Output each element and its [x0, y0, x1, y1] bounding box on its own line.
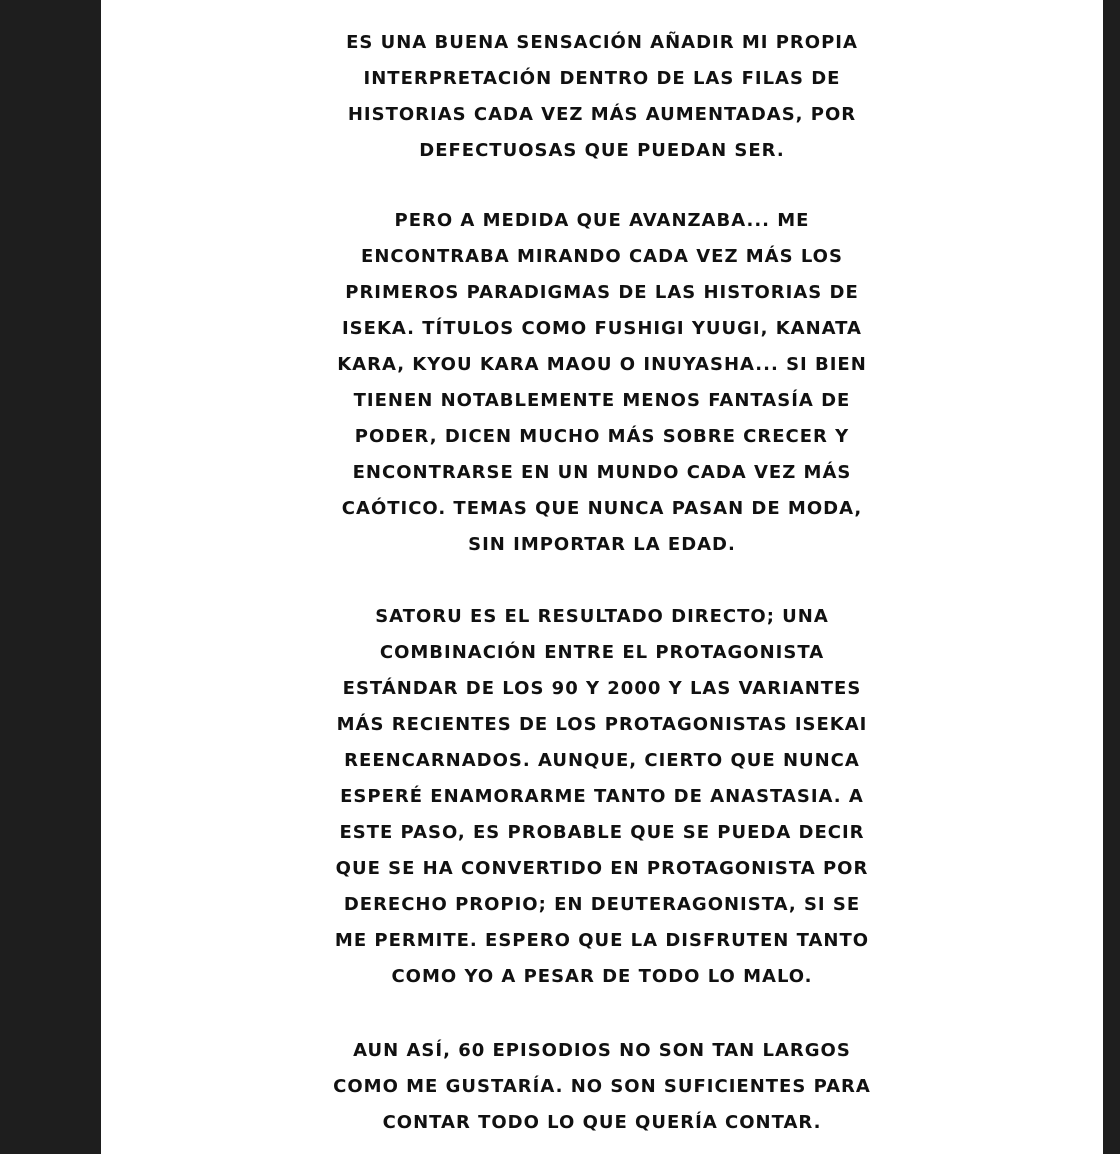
paragraph-4 [101, 1033, 1103, 1141]
text-line: ME PERMITE. ESPERO QUE LA DISFRUTEN TANTO [334, 930, 870, 951]
text-line: INTERPRETACIÓN DENTRO DE LAS FILAS DE [363, 68, 841, 89]
paragraph-1 [101, 25, 1103, 169]
text-line: MÁS RECIENTES DE LOS PROTAGONISTAS ISEKAI [336, 714, 868, 735]
text-line: ENCONTRABA MIRANDO CADA VEZ MÁS LOS [361, 246, 843, 267]
text-line: ESTE PASO, ES PROBABLE QUE SE PUEDA DECIR [339, 822, 865, 843]
text-line: CAÓTICO. TEMAS QUE NUNCA PASAN DE MODA, [341, 498, 863, 519]
text-line: ISEKA. TÍTULOS COMO FUSHIGI YUUGI, KANATA [341, 318, 862, 339]
text-line: TIENEN NOTABLEMENTE MENOS FANTASÍA DE [353, 390, 851, 411]
text-line: KARA, KYOU KARA MAOU O INUYASHA... SI BIEN [337, 354, 867, 375]
paragraph-3 [101, 599, 1103, 995]
text-line: SATORU ES EL RESULTADO DIRECTO; UNA [375, 606, 829, 627]
text-line: COMBINACIÓN ENTRE EL PROTAGONISTA [379, 642, 825, 663]
paragraph-2 [101, 203, 1103, 563]
text-line: PRIMEROS PARADIGMAS DE LAS HISTORIAS DE [345, 282, 859, 303]
text-line: CONTAR TODO LO QUE QUERÍA CONTAR. [382, 1112, 822, 1133]
text-line: PERO A MEDIDA QUE AVANZABA... ME [394, 210, 810, 231]
text-line: ESPERÉ ENAMORARME TANTO DE ANASTASIA. A [340, 786, 864, 807]
text-line: HISTORIAS CADA VEZ MÁS AUMENTADAS, POR [347, 104, 857, 125]
text-line: ES UNA BUENA SENSACIÓN AÑADIR MI PROPIA [346, 32, 858, 53]
text-page [101, 0, 1103, 1154]
text-line: AUN ASÍ, 60 EPISODIOS NO SON TAN LARGOS [353, 1040, 851, 1061]
text-line: DEFECTUOSAS QUE PUEDAN SER. [419, 140, 785, 161]
text-line: REENCARNADOS. AUNQUE, CIERTO QUE NUNCA [344, 750, 860, 771]
text-line: QUE SE HA CONVERTIDO EN PROTAGONISTA POR [335, 858, 869, 879]
text-line: SIN IMPORTAR LA EDAD. [468, 534, 736, 555]
text-line: COMO ME GUSTARÍA. NO SON SUFICIENTES PARA [333, 1076, 871, 1097]
text-line: ESTÁNDAR DE LOS 90 Y 2000 Y LAS VARIANTES [342, 678, 862, 699]
text-line: PODER, DICEN MUCHO MÁS SOBRE CRECER Y [354, 426, 850, 447]
text-line: DERECHO PROPIO; EN DEUTERAGONISTA, SI SE [343, 894, 861, 915]
text-line: COMO YO A PESAR DE TODO LO MALO. [391, 966, 813, 987]
text-line: ENCONTRARSE EN UN MUNDO CADA VEZ MÁS [352, 462, 852, 483]
